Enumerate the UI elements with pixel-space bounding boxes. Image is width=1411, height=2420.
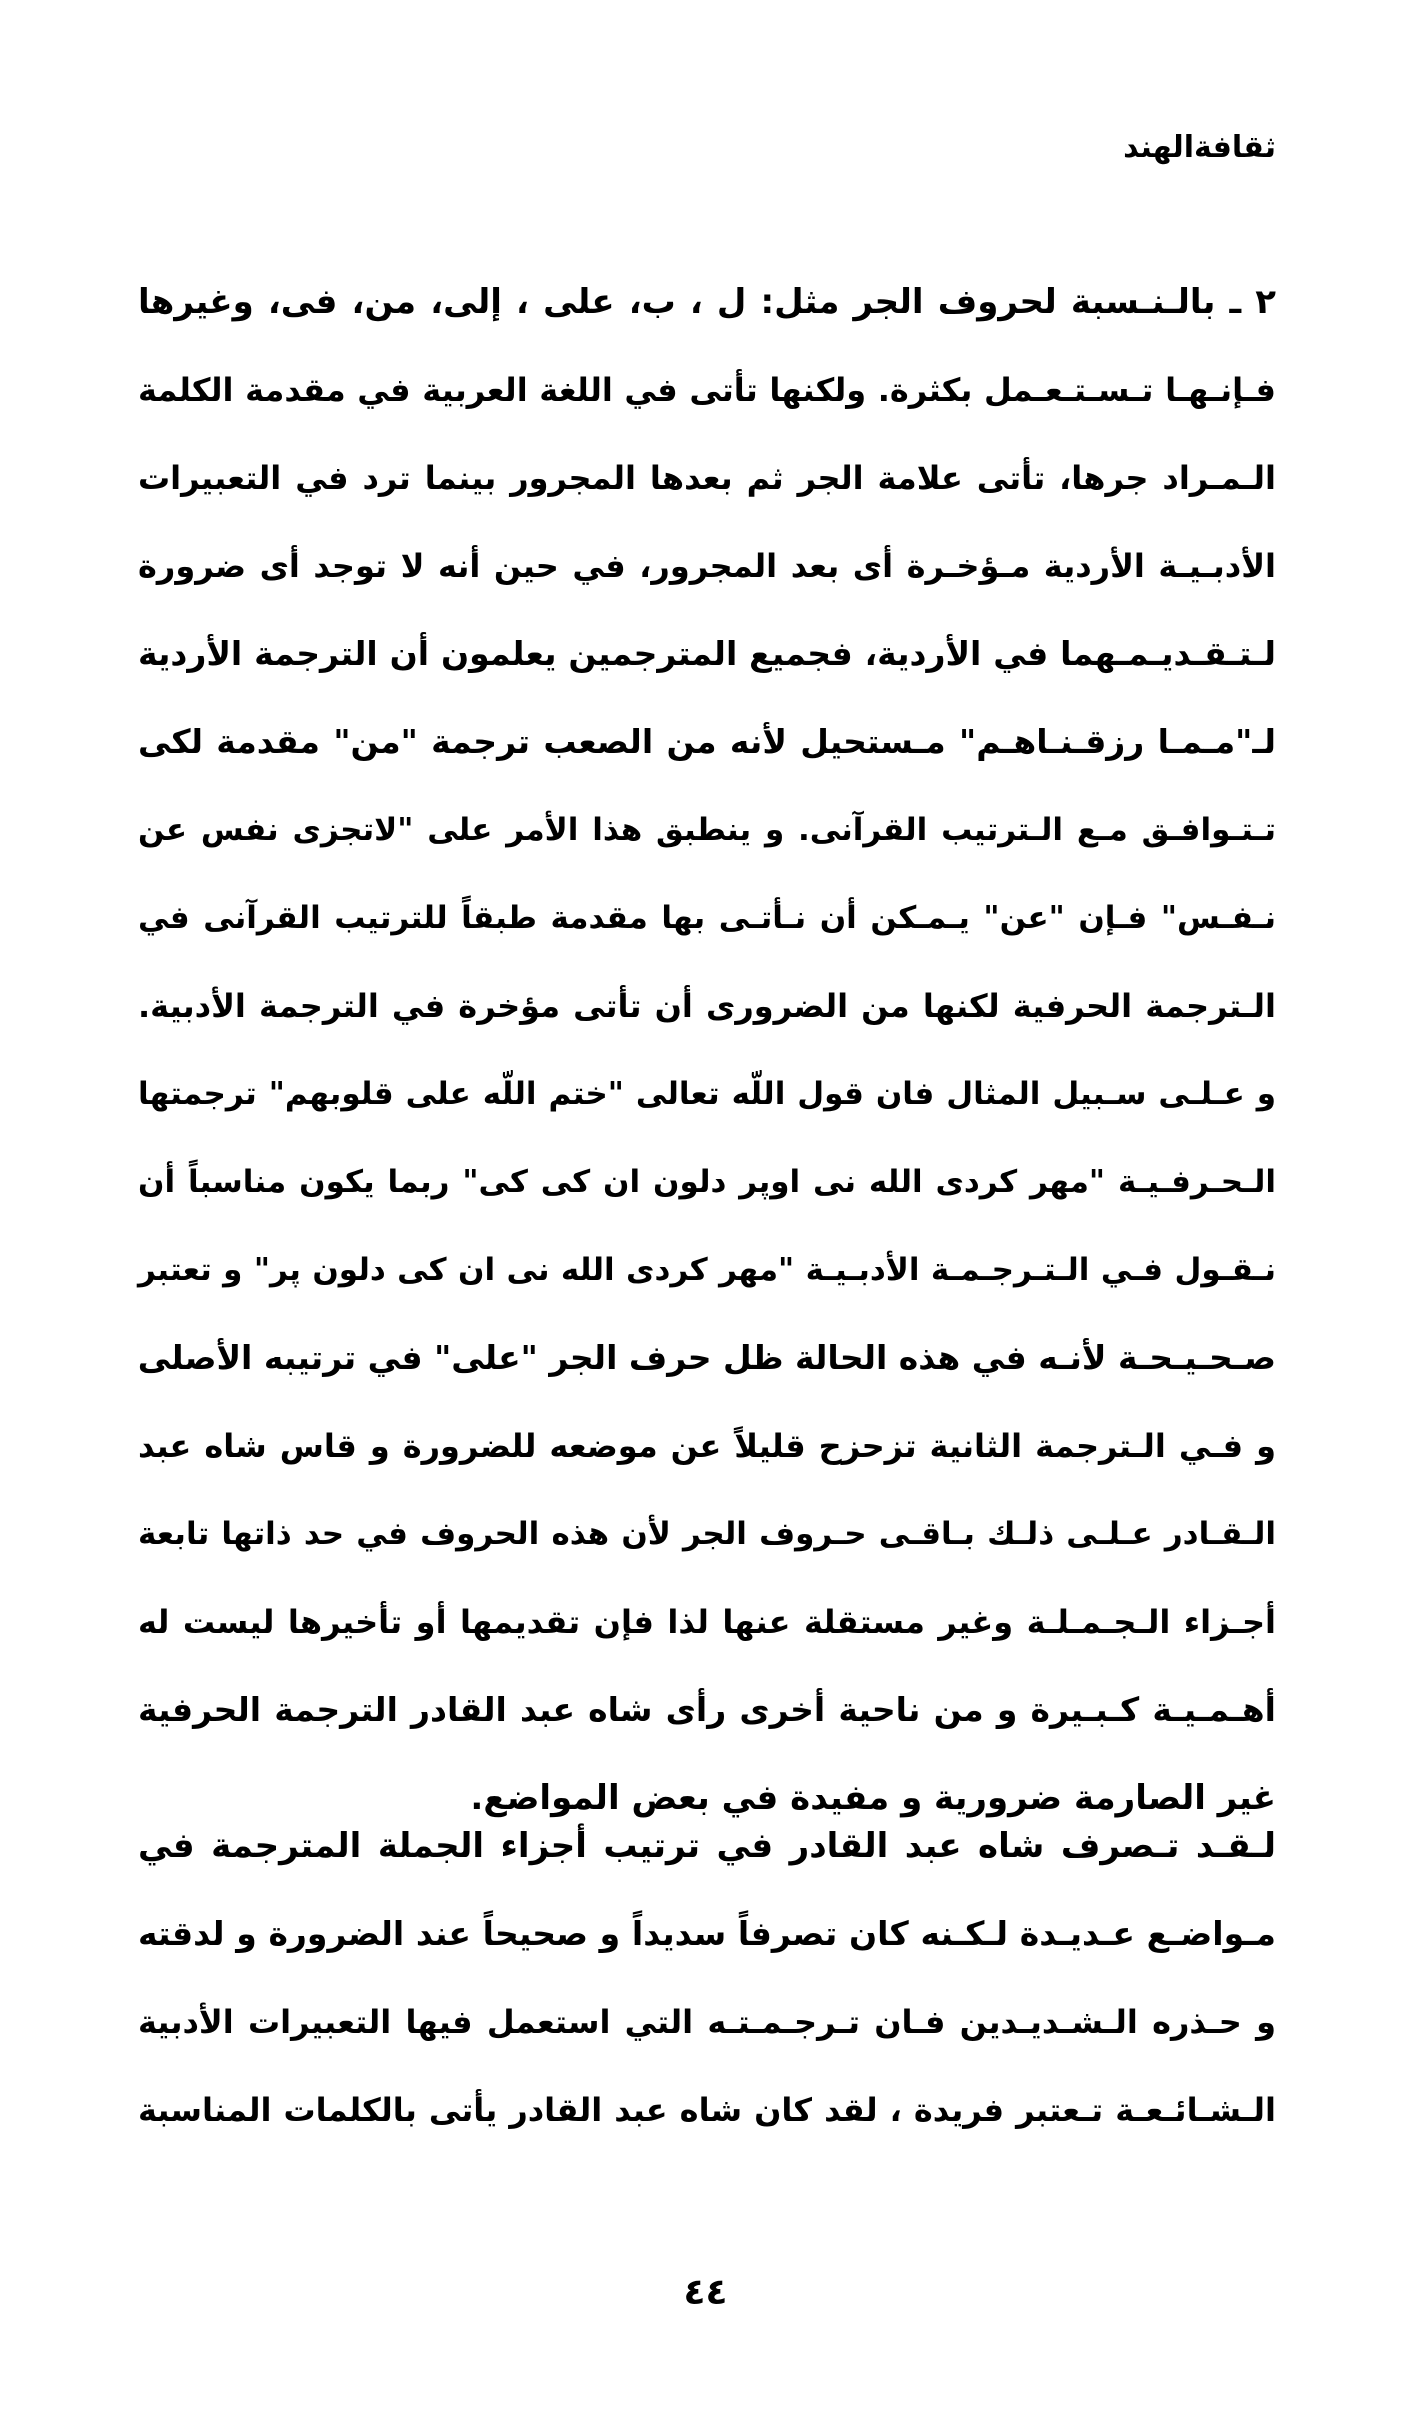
text-line: نـقـول فـي الـتـرجـمـة الأدبـيـة "مهر كردى الله نى ان كى دلون پر" و تعتبر [138,1252,1276,1288]
text-line: الـمـراد جرها، تأتى علامة الجر ثم بعدها المجرور بينما ترد في التعبيرات [138,459,1276,497]
text-line: صـحـيـحـة لأنـه في هذه الحالة ظل حرف الجر "على" في ترتيبه الأصلى [137,1338,1276,1377]
text-line: غير الصارمة ضرورية و مفيدة في بعض المواضع. [470,1778,1276,1818]
text-line: لـ"مـمـا رزقـنـاهـم" مـستحيل لأنه من الصعب ترجمة "من" مقدمة لكى [138,722,1276,761]
paragraph-1 [138,258,1276,1842]
text-line: الـشـائـعـة تـعتبر فريدة ، لقد كان شاه عبد القادر يأتى بالكلمات المناسبة [138,2091,1276,2129]
text-line: الـحـرفـيـة "مهر كردى الله نى اوپر دلون ان كى كى" ربما يكون مناسباً أن [138,1164,1276,1200]
text-line: ٢ ـ بالـنـسبة لحروف الجر مثل: ل ، ب، على ، إلى، من، فى، وغيرها [138,282,1276,322]
text-line: مـواضـع عـديـدة لـكـنه كان تصرفاً سديداً و صحيحاً عند الضرورة و لدقته [138,1914,1276,1953]
text-line: و عـلـى سـبيل المثال فان قول اللّه تعالى "ختم اللّه على قلوبهم" ترجمتها [138,1076,1276,1112]
text-line: أجـزاء الـجـمـلـة وغير مستقلة عنها لذا فإن تقديمها أو تأخيرها ليست له [138,1603,1276,1641]
text-line: لـقـد تـصرف شاه عبد القادر في ترتيب أجزاء الجملة المترجمة في [138,1826,1276,1866]
text-line: و فـي الـترجمة الثانية تزحزح قليلاً عن موضعه للضرورة و قاس شاه عبد [138,1427,1276,1465]
text-line: فـإنـهـا تـسـتـعـمل بكثرة. ولكنها تأتى في اللغة العربية في مقدمة الكلمة [138,371,1276,409]
text-line: و حـذره الـشـديـدين فـان تـرجـمـتـه التي استعمل فيها التعبيرات الأدبية [138,2003,1276,2041]
paragraph-2 [138,1802,1276,2154]
running-header: ثقافةالهند [1123,130,1276,165]
text-line: تـتـوافـق مـع الـترتيب القرآنى. و ينطبق هذا الأمر على "لاتجزى نفس عن [138,812,1276,848]
page-number: ٤٤ [683,2272,728,2313]
text-line: الـترجمة الحرفية لكنها من الضرورى أن تأتى مؤخرة في الترجمة الأدبية. [138,987,1276,1025]
text-line: نـفـس" فـإن "عن" يـمـكن أن نـأتـى بها مقدمة طبقاً للترتيب القرآنى في [138,900,1276,936]
text-line: أهـمـيـة كـبـيرة و من ناحية أخرى رأى شاه عبد القادر الترجمة الحرفية [138,1690,1276,1729]
text-line: الأدبـيـة الأردية مـؤخـرة أى بعد المجرور، في حين أنه لا توجد أى ضرورة [138,547,1276,585]
text-line: الـقـادر عـلـى ذلـك بـاقـى حـروف الجر لأن هذه الحروف في حد ذاتها تابعة [138,1516,1276,1552]
text-line: لـتـقـديـمـهما في الأردية، فجميع المترجمين يعلمون أن الترجمة الأردية [138,634,1276,673]
